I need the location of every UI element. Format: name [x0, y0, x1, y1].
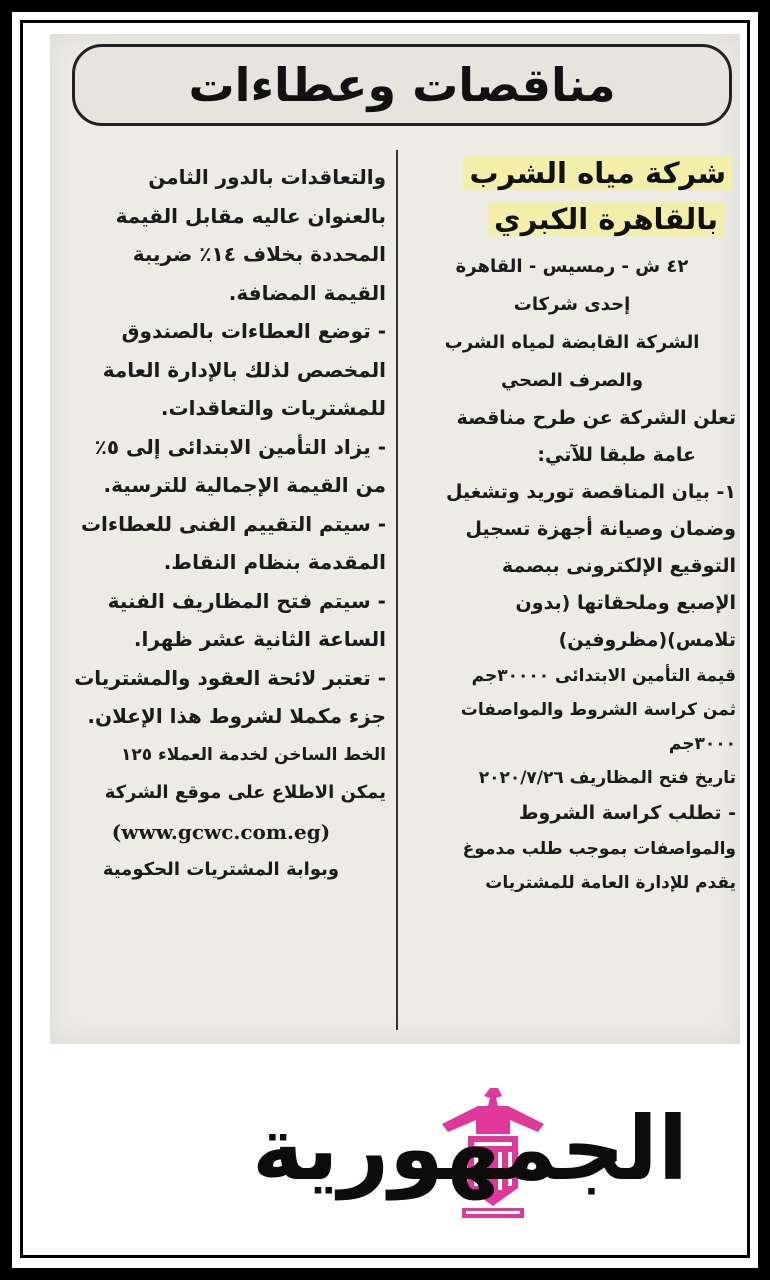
left-line: المخصص لذلك بالإدارة العامة — [102, 357, 386, 382]
request-line2: والمواصفات بموجب طلب مدموغ — [462, 839, 736, 859]
company-name — [408, 150, 736, 242]
booklet-price: ثمن كراسة الشروط والمواصفات ٣٠٠٠جم — [460, 700, 736, 754]
affiliation-line2: الشركة القابضة لمياه الشرب — [444, 332, 700, 353]
affiliation-line1: إحدى شركات — [513, 294, 631, 315]
left-line: المقدمة بنظام النقاط. — [163, 550, 386, 574]
request-line1: - تطلب كراسة الشروط — [518, 802, 736, 824]
left-line: للمشتريات والتعاقدات. — [160, 396, 386, 420]
website-url: (www.gcwc.com.eg) — [111, 819, 331, 844]
company-address: ٤٢ ش - رمسيس - القاهرة — [455, 256, 689, 277]
section-banner — [72, 44, 732, 126]
item1-line3: التوقيع الإلكترونى ببصمة — [501, 555, 736, 577]
left-line: - يزاد التأمين الابتدائى إلى ٥٪ — [94, 434, 386, 459]
left-line: يمكن الاطلاع على موقع الشركة — [104, 782, 386, 803]
banner-title: مناقصات وعطاءات — [188, 58, 616, 112]
left-line: الساعة الثانية عشر ظهرا. — [133, 627, 386, 651]
company-name-line2: بالقاهرة الكبري — [488, 202, 724, 236]
request-line3: يقدم للإدارة العامة للمشتريات — [485, 873, 736, 893]
left-line: بالعنوان عاليه مقابل القيمة — [115, 203, 386, 228]
left-line: القيمة المضافة. — [228, 280, 386, 305]
left-line: - سيتم التقييم الفنى للعطاءات — [80, 511, 386, 536]
left-line: - توضع العطاءات بالصندوق — [121, 319, 386, 343]
left-line: - سيتم فتح المظاريف الفنية — [107, 588, 386, 613]
left-column — [56, 158, 386, 890]
item1-line4: الإصبع وملحقاتها (بدون — [515, 592, 736, 614]
left-line: من القيمة الإجمالية للترسية. — [103, 473, 386, 497]
newspaper-logo — [252, 1080, 700, 1230]
item1-line1: ١- بيان المناقصة توريد وتشغيل — [446, 481, 736, 503]
left-line: المحددة بخلاف ١٤٪ ضريبة — [132, 242, 386, 266]
left-line: والتعاقدات بالدور الثامن — [148, 165, 386, 189]
opening-date: تاريخ فتح المظاريف ٢٠٢٠/٧/٢٦ — [478, 768, 736, 788]
left-line: - تعتبر لائحة العقود والمشتريات — [74, 665, 386, 690]
left-line: جزء مكملا لشروط هذا الإعلان. — [87, 704, 386, 728]
insurance-value: قيمة التأمين الابتدائى ٣٠٠٠٠جم — [471, 666, 736, 686]
intro-line2: عامة طبقا للآتي: — [537, 444, 696, 466]
column-divider — [396, 150, 398, 1030]
company-name-line1: شركة مياه الشرب — [463, 156, 732, 190]
affiliation-line3: والصرف الصحي — [500, 370, 644, 391]
left-line: الخط الساخن لخدمة العملاء ١٢٥ — [120, 744, 386, 765]
intro-line1: تعلن الشركة عن طرح مناقصة — [456, 407, 736, 429]
right-column — [408, 150, 736, 900]
item1-line5: تلامس)(مظروفين) — [558, 629, 736, 651]
item1-line2: وضمان وصيانة أجهزة تسجيل — [465, 518, 736, 540]
logo-text: الجمهورية — [252, 1097, 688, 1200]
left-line: وبوابة المشتريات الحكومية — [102, 859, 340, 880]
